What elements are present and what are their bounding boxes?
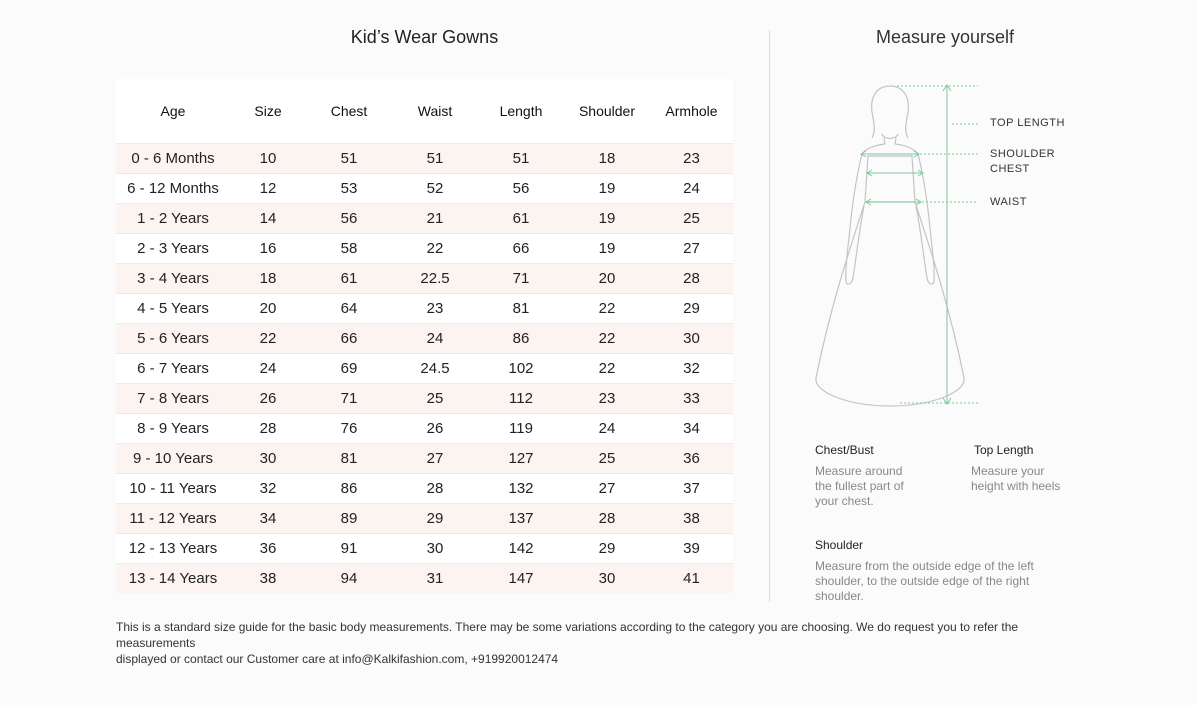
table-cell: 36 xyxy=(650,444,733,474)
table-cell: 27 xyxy=(392,444,478,474)
table-cell: 22 xyxy=(564,354,650,384)
table-cell: 29 xyxy=(392,504,478,534)
age-cell: 6 - 7 Years xyxy=(116,354,230,384)
size-guide-disclaimer: This is a standard size guide for the basic body measurements. There may be some variations according to the category you are choosing. We do request you to refer the measurements displayed or contact our Customer care at info@Kalkifashion.com, +919920012474 xyxy=(116,620,1019,666)
table-cell: 22.5 xyxy=(392,264,478,294)
table-cell: 38 xyxy=(230,564,306,594)
table-cell: 89 xyxy=(306,504,392,534)
column-header: Armhole xyxy=(650,79,733,144)
table-cell: 22 xyxy=(230,324,306,354)
table-cell: 34 xyxy=(230,504,306,534)
table-cell: 24 xyxy=(650,174,733,204)
table-row xyxy=(116,534,733,564)
table-cell: 22 xyxy=(564,324,650,354)
table-header-row xyxy=(116,79,733,144)
table-cell: 51 xyxy=(306,144,392,174)
age-cell: 0 - 6 Months xyxy=(116,144,230,174)
shoulder-description: Measure from the outside edge of the left shoulder, to the outside edge of the right shoulder. xyxy=(815,559,1034,603)
age-cell: 11 - 12 Years xyxy=(116,504,230,534)
table-cell: 147 xyxy=(478,564,564,594)
table-cell: 53 xyxy=(306,174,392,204)
table-cell: 19 xyxy=(564,204,650,234)
table-cell: 24 xyxy=(564,414,650,444)
size-chart-table xyxy=(116,79,733,593)
table-cell: 71 xyxy=(306,384,392,414)
table-cell: 29 xyxy=(564,534,650,564)
table-cell: 127 xyxy=(478,444,564,474)
column-header: Size xyxy=(230,79,306,144)
vertical-divider xyxy=(769,30,770,602)
table-cell: 137 xyxy=(478,504,564,534)
table-cell: 27 xyxy=(650,234,733,264)
table-cell: 41 xyxy=(650,564,733,594)
age-cell: 5 - 6 Years xyxy=(116,324,230,354)
table-cell: 61 xyxy=(306,264,392,294)
table-cell: 16 xyxy=(230,234,306,264)
table-cell: 32 xyxy=(230,474,306,504)
table-cell: 28 xyxy=(650,264,733,294)
table-cell: 52 xyxy=(392,174,478,204)
chest-bust-heading: Chest/Bust xyxy=(815,443,874,457)
age-cell: 4 - 5 Years xyxy=(116,294,230,324)
table-cell: 24 xyxy=(230,354,306,384)
table-cell: 142 xyxy=(478,534,564,564)
table-cell: 23 xyxy=(564,384,650,414)
column-header: Chest xyxy=(306,79,392,144)
table-cell: 61 xyxy=(478,204,564,234)
table-row xyxy=(116,474,733,504)
shoulder-heading: Shoulder xyxy=(815,538,864,552)
table-body xyxy=(116,144,733,594)
shoulder-label: SHOULDER xyxy=(990,148,1056,160)
column-header: Age xyxy=(116,79,230,144)
table-cell: 31 xyxy=(392,564,478,594)
table-cell: 56 xyxy=(306,204,392,234)
table-cell: 26 xyxy=(230,384,306,414)
table-cell: 38 xyxy=(650,504,733,534)
table-cell: 28 xyxy=(230,414,306,444)
table-cell: 86 xyxy=(478,324,564,354)
measurement-guides xyxy=(861,85,978,404)
table-cell: 119 xyxy=(478,414,564,444)
waist-label: WAIST xyxy=(990,196,1027,208)
table-cell: 81 xyxy=(306,444,392,474)
table-cell: 36 xyxy=(230,534,306,564)
table-cell: 14 xyxy=(230,204,306,234)
table-row xyxy=(116,504,733,534)
table-row xyxy=(116,174,733,204)
table-row xyxy=(116,384,733,414)
table-cell: 25 xyxy=(650,204,733,234)
age-cell: 8 - 9 Years xyxy=(116,414,230,444)
table-cell: 22 xyxy=(392,234,478,264)
age-cell: 6 - 12 Months xyxy=(116,174,230,204)
table-cell: 10 xyxy=(230,144,306,174)
table-cell: 20 xyxy=(230,294,306,324)
table-cell: 24 xyxy=(392,324,478,354)
table-cell: 66 xyxy=(478,234,564,264)
table-cell: 112 xyxy=(478,384,564,414)
top-length-heading: Top Length xyxy=(974,443,1034,457)
table-cell: 20 xyxy=(564,264,650,294)
table-row xyxy=(116,144,733,174)
table-cell: 51 xyxy=(478,144,564,174)
table-cell: 24.5 xyxy=(392,354,478,384)
table-cell: 28 xyxy=(564,504,650,534)
age-cell: 13 - 14 Years xyxy=(116,564,230,594)
column-header: Shoulder xyxy=(564,79,650,144)
table-row xyxy=(116,204,733,234)
table-row xyxy=(116,564,733,594)
table-cell: 91 xyxy=(306,534,392,564)
table-cell: 30 xyxy=(564,564,650,594)
table-cell: 51 xyxy=(392,144,478,174)
table-cell: 33 xyxy=(650,384,733,414)
age-cell: 3 - 4 Years xyxy=(116,264,230,294)
table-cell: 19 xyxy=(564,174,650,204)
table-cell: 39 xyxy=(650,534,733,564)
dress-measurement-illustration xyxy=(790,78,990,413)
table-cell: 71 xyxy=(478,264,564,294)
table-row xyxy=(116,414,733,444)
measure-yourself-title: Measure yourself xyxy=(875,27,1015,47)
table-cell: 34 xyxy=(650,414,733,444)
table-row xyxy=(116,264,733,294)
table-row xyxy=(116,354,733,384)
table-cell: 22 xyxy=(564,294,650,324)
age-cell: 9 - 10 Years xyxy=(116,444,230,474)
age-cell: 2 - 3 Years xyxy=(116,234,230,264)
table-cell: 76 xyxy=(306,414,392,444)
table-cell: 132 xyxy=(478,474,564,504)
table-cell: 25 xyxy=(564,444,650,474)
table-cell: 29 xyxy=(650,294,733,324)
table-cell: 18 xyxy=(564,144,650,174)
table-cell: 27 xyxy=(564,474,650,504)
table-cell: 19 xyxy=(564,234,650,264)
top-length-label: TOP LENGTH xyxy=(990,117,1065,129)
dress-outline-icon xyxy=(816,86,964,406)
table-cell: 94 xyxy=(306,564,392,594)
table-cell: 30 xyxy=(650,324,733,354)
column-header: Waist xyxy=(392,79,478,144)
chest-label: CHEST xyxy=(990,163,1030,175)
table-cell: 64 xyxy=(306,294,392,324)
table-cell: 23 xyxy=(392,294,478,324)
table-cell: 86 xyxy=(306,474,392,504)
top-length-description: Measure your height with heels xyxy=(971,464,1061,493)
table-cell: 26 xyxy=(392,414,478,444)
table-row xyxy=(116,234,733,264)
table-cell: 81 xyxy=(478,294,564,324)
age-cell: 12 - 13 Years xyxy=(116,534,230,564)
table-cell: 66 xyxy=(306,324,392,354)
table-cell: 102 xyxy=(478,354,564,384)
table-cell: 30 xyxy=(392,534,478,564)
chest-bust-description: Measure around the fullest part of your chest. xyxy=(815,464,904,508)
table-cell: 12 xyxy=(230,174,306,204)
age-cell: 10 - 11 Years xyxy=(116,474,230,504)
table-cell: 18 xyxy=(230,264,306,294)
table-row xyxy=(116,324,733,354)
table-cell: 56 xyxy=(478,174,564,204)
table-cell: 25 xyxy=(392,384,478,414)
table-row xyxy=(116,294,733,324)
size-chart-table-wrapper xyxy=(116,79,733,593)
table-cell: 58 xyxy=(306,234,392,264)
table-cell: 69 xyxy=(306,354,392,384)
table-cell: 28 xyxy=(392,474,478,504)
table-cell: 23 xyxy=(650,144,733,174)
age-cell: 7 - 8 Years xyxy=(116,384,230,414)
table-cell: 30 xyxy=(230,444,306,474)
age-cell: 1 - 2 Years xyxy=(116,204,230,234)
table-row xyxy=(116,444,733,474)
column-header: Length xyxy=(478,79,564,144)
table-cell: 32 xyxy=(650,354,733,384)
size-table-title: Kid’s Wear Gowns xyxy=(350,27,499,47)
table-cell: 21 xyxy=(392,204,478,234)
table-cell: 37 xyxy=(650,474,733,504)
